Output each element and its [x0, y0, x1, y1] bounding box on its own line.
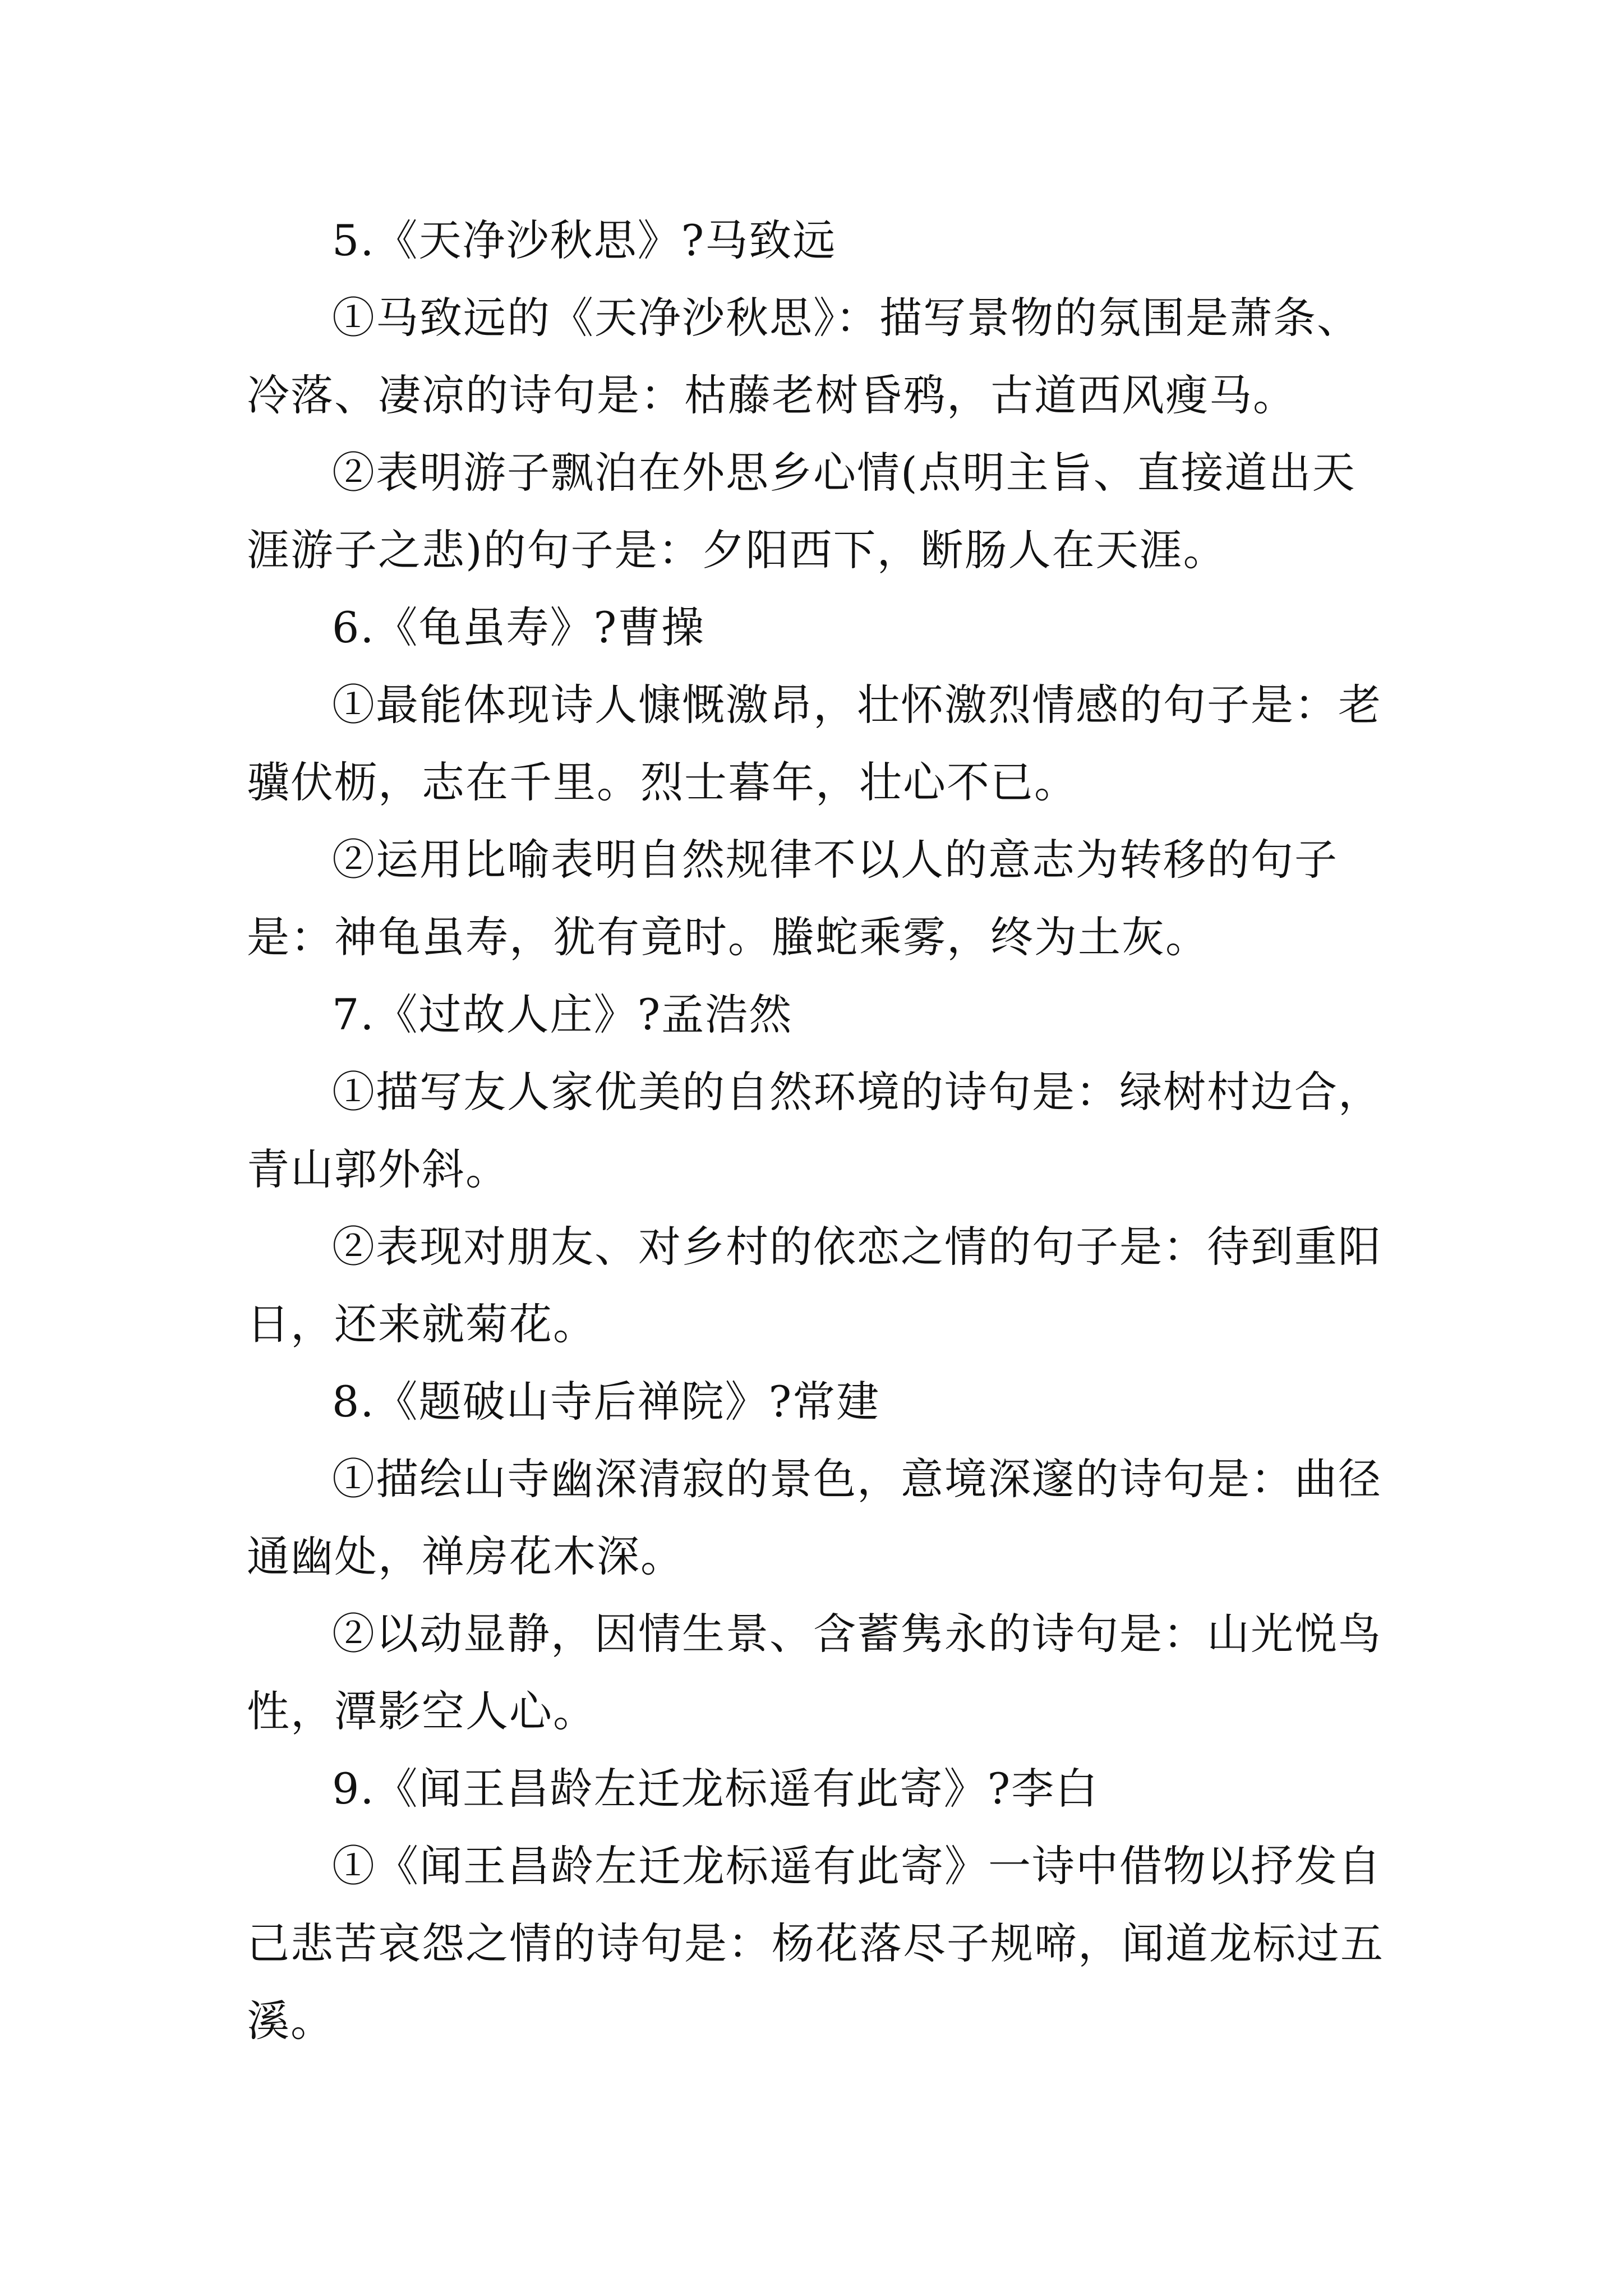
poem-heading-8	[247, 1363, 1380, 1441]
text-line: 己悲苦哀怨之情的诗句是：杨花落尽子规啼，闻道龙标过五	[247, 1918, 1384, 1968]
text-line: 青山郭外斜。	[247, 1144, 509, 1194]
paragraph-9-1	[247, 1828, 1384, 2060]
text-line: ②表现对朋友、对乡村的依恋之情的句子是：待到重阳	[332, 1222, 1382, 1272]
paragraph-8-2	[247, 1595, 1380, 1750]
text-line: 7.《过故人庄》?孟浩然	[332, 990, 793, 1039]
text-line: 8.《题破山寺后禅院》?常建	[332, 1377, 880, 1427]
text-line: ①描绘山寺幽深清寂的景色，意境深邃的诗句是：曲径	[332, 1454, 1382, 1504]
text-line: ②以动显静，因情生景、含蓄隽永的诗句是：山光悦鸟	[332, 1609, 1382, 1659]
paragraph-8-1	[247, 1441, 1380, 1595]
text-line: 冷落、凄凉的诗句是：枯藤老树昏鸦，古道西风瘦马。	[247, 370, 1297, 420]
text-line: ①最能体现诗人慷慨激昂，壮怀激烈情感的句子是：老	[332, 680, 1382, 730]
paragraph-6-2	[247, 821, 1380, 976]
paragraph-7-1	[247, 1053, 1380, 1208]
text-line: 日，还来就菊花。	[247, 1299, 597, 1349]
poem-heading-9	[247, 1750, 1380, 1828]
paragraph-5-2	[247, 434, 1380, 589]
text-line: 9.《闻王昌龄左迁龙标遥有此寄》?李白	[332, 1764, 1099, 1814]
text-line: 5.《天净沙秋思》?马致远	[332, 215, 837, 265]
paragraph-6-1	[247, 666, 1380, 821]
poem-heading-7	[247, 976, 1380, 1053]
text-line: 通幽处，禅房花木深。	[247, 1531, 684, 1581]
text-line: 涯游子之悲)的句子是：夕阳西下，断肠人在天涯。	[247, 525, 1227, 575]
text-line: ②表明游子飘泊在外思乡心情(点明主旨、直接道出天	[332, 448, 1356, 498]
text-line: 溪。	[247, 1996, 334, 2046]
text-line: ①《闻王昌龄左迁龙标遥有此寄》一诗中借物以抒发自	[332, 1841, 1382, 1891]
paragraph-7-2	[247, 1208, 1380, 1363]
poem-heading-6	[247, 589, 1380, 666]
document-page	[247, 202, 1384, 2060]
text-line: ①描写友人家优美的自然环境的诗句是：绿树村边合，	[332, 1067, 1382, 1117]
text-line: ①马致远的《天净沙秋思》：描写景物的氛围是萧条、	[332, 293, 1361, 343]
text-line: 性，潭影空人心。	[247, 1686, 597, 1736]
text-line: ②运用比喻表明自然规律不以人的意志为转移的句子	[332, 835, 1338, 885]
text-line: 6.《龟虽寿》?曹操	[332, 602, 706, 652]
paragraph-5-1	[247, 279, 1380, 434]
text-line: 骥伏枥，志在千里。烈士暮年，壮心不已。	[247, 757, 1078, 807]
text-line: 是：神龟虽寿，犹有竟时。螣蛇乘雾，终为土灰。	[247, 912, 1209, 962]
poem-heading-5	[247, 202, 1380, 279]
